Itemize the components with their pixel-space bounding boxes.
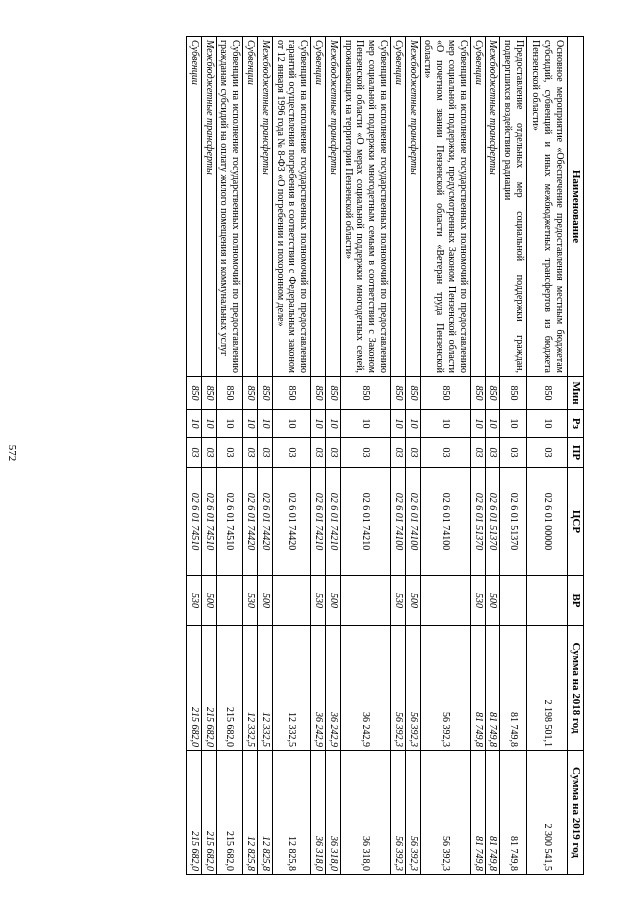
- cell-csr: 02 6 01 74420: [243, 468, 258, 576]
- cell-sum-2018: 12 332,5: [258, 626, 273, 751]
- cell-rz: 10: [340, 410, 390, 438]
- cell-sum-2019: 215 682,0: [187, 751, 202, 875]
- cell-min: 850: [405, 377, 420, 410]
- cell-pr: 03: [340, 438, 390, 468]
- cell-rz: 10: [485, 410, 500, 438]
- table-row: [311, 37, 326, 875]
- header-min: Мин: [568, 377, 584, 410]
- cell-pr: 03: [243, 438, 258, 468]
- cell-pr: 03: [485, 438, 500, 468]
- cell-sum-2018: 36 242,9: [340, 626, 390, 751]
- cell-vr: [420, 576, 470, 626]
- cell-min: 850: [470, 377, 485, 410]
- cell-sum-2018: 2 198 501,1: [527, 626, 568, 751]
- cell-rz: 10: [420, 410, 470, 438]
- cell-min: 850: [340, 377, 390, 410]
- cell-sum-2019: 2 300 541,5: [527, 751, 568, 875]
- cell-csr: 02 6 01 74100: [405, 468, 420, 576]
- cell-sum-2019: 36 318,0: [340, 751, 390, 875]
- budget-table: [186, 36, 584, 875]
- cell-vr: 530: [311, 576, 326, 626]
- cell-csr: 02 6 01 74210: [326, 468, 341, 576]
- cell-rz: 10: [405, 410, 420, 438]
- cell-min: 850: [201, 377, 216, 410]
- cell-pr: 03: [391, 438, 406, 468]
- cell-rz: 10: [258, 410, 273, 438]
- cell-min: 850: [258, 377, 273, 410]
- table-row: [527, 37, 568, 875]
- cell-rz: 10: [216, 410, 243, 438]
- cell-rz: 10: [243, 410, 258, 438]
- cell-sum-2018: 215 682,0: [187, 626, 202, 751]
- cell-pr: 03: [201, 438, 216, 468]
- cell-vr: 530: [187, 576, 202, 626]
- cell-min: 850: [187, 377, 202, 410]
- cell-csr: 02 6 01 74510: [216, 468, 243, 576]
- cell-sum-2018: 36 242,9: [311, 626, 326, 751]
- table-row: [187, 37, 202, 875]
- cell-rz: 10: [326, 410, 341, 438]
- cell-name: Межбюджетные трансферты: [258, 37, 273, 377]
- cell-sum-2018: 12 332,5: [272, 626, 310, 751]
- document-page: [64, 36, 584, 874]
- cell-name: Межбюджетные трансферты: [326, 37, 341, 377]
- cell-name: Субвенции на исполнение государственных полномочий по предоставлению мер социальной поддержки многодетным семьям в соответствии с Законом Пензенской области «О мерах социальной поддержки многодетных семей, проживающих на территории Пензенской области»: [340, 37, 390, 377]
- cell-sum-2019: 56 392,3: [420, 751, 470, 875]
- cell-sum-2019: 36 318,0: [311, 751, 326, 875]
- cell-vr: 500: [326, 576, 341, 626]
- cell-min: 850: [311, 377, 326, 410]
- cell-sum-2018: 56 392,3: [405, 626, 420, 751]
- cell-csr: 02 6 01 74100: [391, 468, 406, 576]
- table-row: [405, 37, 420, 875]
- cell-rz: 10: [311, 410, 326, 438]
- cell-vr: 530: [243, 576, 258, 626]
- header-sum-2019: Сумма на 2019 год: [568, 751, 584, 875]
- cell-min: 850: [272, 377, 310, 410]
- table-row: [216, 37, 243, 875]
- cell-name: Предоставление отдельных мер социальной поддержки граждан, подвергшихся воздействию радиации: [500, 37, 527, 377]
- cell-name: Субвенции на исполнение государственных полномочий по предоставлению гражданам субсидий на оплату жилого помещения и коммунальных услуг: [216, 37, 243, 377]
- cell-min: 850: [243, 377, 258, 410]
- cell-name: Межбюджетные трансферты: [405, 37, 420, 377]
- cell-name: Основное мероприятие «Обеспечение предоставления местным бюджетам субсидий, субвенций и иных межбюджетных трансфертов из бюджета Пензенской области»: [527, 37, 568, 377]
- table-row: [391, 37, 406, 875]
- header-name: Наименование: [568, 37, 584, 377]
- cell-vr: [216, 576, 243, 626]
- cell-vr: [272, 576, 310, 626]
- cell-csr: 02 6 01 74510: [187, 468, 202, 576]
- cell-min: 850: [485, 377, 500, 410]
- cell-sum-2018: 81 749,8: [500, 626, 527, 751]
- cell-sum-2019: 215 682,0: [216, 751, 243, 875]
- header-pr: ПР: [568, 438, 584, 468]
- cell-min: 850: [500, 377, 527, 410]
- table-row: [500, 37, 527, 875]
- cell-pr: 03: [500, 438, 527, 468]
- cell-rz: 10: [500, 410, 527, 438]
- cell-csr: 02 6 01 51370: [500, 468, 527, 576]
- cell-csr: 02 6 01 74210: [311, 468, 326, 576]
- table-row: [470, 37, 485, 875]
- cell-name: Субвенции: [187, 37, 202, 377]
- table-row: [326, 37, 341, 875]
- cell-rz: 10: [187, 410, 202, 438]
- cell-pr: 03: [311, 438, 326, 468]
- cell-name: Субвенции на исполнение государственных полномочий по предоставлению мер социальной поддержки, предусмотренных Законом Пензенской области «О почетном звании Пензенской области «Ветеран труда Пензенской области»: [420, 37, 470, 377]
- cell-sum-2019: 81 749,8: [500, 751, 527, 875]
- cell-vr: 500: [405, 576, 420, 626]
- cell-csr: 02 6 01 74420: [258, 468, 273, 576]
- cell-vr: 500: [258, 576, 273, 626]
- cell-min: 850: [326, 377, 341, 410]
- cell-csr: 02 6 01 74210: [340, 468, 390, 576]
- cell-pr: 03: [187, 438, 202, 468]
- header-sum-2018: Сумма на 2018 год: [568, 626, 584, 751]
- cell-pr: 03: [272, 438, 310, 468]
- cell-sum-2019: 81 749,8: [470, 751, 485, 875]
- cell-sum-2019: 12 825,8: [243, 751, 258, 875]
- cell-sum-2018: 56 392,3: [391, 626, 406, 751]
- cell-sum-2019: 56 392,3: [405, 751, 420, 875]
- cell-vr: 500: [485, 576, 500, 626]
- table-header-row: [568, 37, 584, 875]
- cell-csr: 02 6 01 51370: [485, 468, 500, 576]
- cell-sum-2018: 81 749,8: [485, 626, 500, 751]
- cell-csr: 02 6 01 74100: [420, 468, 470, 576]
- rotated-table-container: [64, 36, 584, 874]
- cell-csr: 02 6 01 51370: [470, 468, 485, 576]
- cell-vr: 500: [201, 576, 216, 626]
- cell-name: Субвенции: [311, 37, 326, 377]
- cell-csr: 02 6 01 74510: [201, 468, 216, 576]
- cell-min: 850: [420, 377, 470, 410]
- table-row: [272, 37, 310, 875]
- cell-sum-2019: 12 825,8: [272, 751, 310, 875]
- cell-csr: 02 6 01 00000: [527, 468, 568, 576]
- cell-pr: 03: [216, 438, 243, 468]
- cell-sum-2019: 12 825,8: [258, 751, 273, 875]
- cell-pr: 03: [326, 438, 341, 468]
- cell-sum-2019: 36 318,0: [326, 751, 341, 875]
- cell-min: 850: [391, 377, 406, 410]
- cell-name: Субвенции на исполнение государственных полномочий по предоставлению гарантий осуществления погребения в соответствии с Федеральным законом от 12 января 1996 года № 8-ФЗ «О погребении и похоронном деле»: [272, 37, 310, 377]
- header-csr: ЦСР: [568, 468, 584, 576]
- cell-sum-2019: 215 682,0: [201, 751, 216, 875]
- page-number-strip: [0, 0, 22, 905]
- cell-min: 850: [216, 377, 243, 410]
- table-row: [258, 37, 273, 875]
- table-row: [201, 37, 216, 875]
- cell-sum-2018: 56 392,3: [420, 626, 470, 751]
- cell-pr: 03: [470, 438, 485, 468]
- cell-name: Субвенции: [470, 37, 485, 377]
- header-vr: ВР: [568, 576, 584, 626]
- cell-rz: 10: [272, 410, 310, 438]
- cell-pr: 03: [405, 438, 420, 468]
- header-rz: Рз: [568, 410, 584, 438]
- cell-sum-2019: 56 392,3: [391, 751, 406, 875]
- cell-sum-2018: 81 749,8: [470, 626, 485, 751]
- cell-csr: 02 6 01 74420: [272, 468, 310, 576]
- cell-rz: 10: [201, 410, 216, 438]
- cell-rz: 10: [470, 410, 485, 438]
- cell-sum-2019: 81 749,8: [485, 751, 500, 875]
- cell-pr: 03: [258, 438, 273, 468]
- cell-name: Субвенции: [243, 37, 258, 377]
- cell-pr: 03: [420, 438, 470, 468]
- cell-sum-2018: 215 682,0: [216, 626, 243, 751]
- cell-rz: 10: [391, 410, 406, 438]
- page-number: 572: [6, 444, 18, 462]
- cell-vr: 530: [391, 576, 406, 626]
- cell-name: Субвенции: [391, 37, 406, 377]
- table-row: [420, 37, 470, 875]
- table-row: [243, 37, 258, 875]
- table-row: [485, 37, 500, 875]
- cell-name: Межбюджетные трансферты: [485, 37, 500, 377]
- cell-sum-2018: 215 682,0: [201, 626, 216, 751]
- cell-vr: 530: [470, 576, 485, 626]
- cell-vr: [500, 576, 527, 626]
- cell-rz: 10: [527, 410, 568, 438]
- cell-vr: [527, 576, 568, 626]
- cell-name: Межбюджетные трансферты: [201, 37, 216, 377]
- cell-min: 850: [527, 377, 568, 410]
- cell-sum-2018: 12 332,5: [243, 626, 258, 751]
- cell-pr: 03: [527, 438, 568, 468]
- cell-vr: [340, 576, 390, 626]
- table-row: [340, 37, 390, 875]
- cell-sum-2018: 36 242,9: [326, 626, 341, 751]
